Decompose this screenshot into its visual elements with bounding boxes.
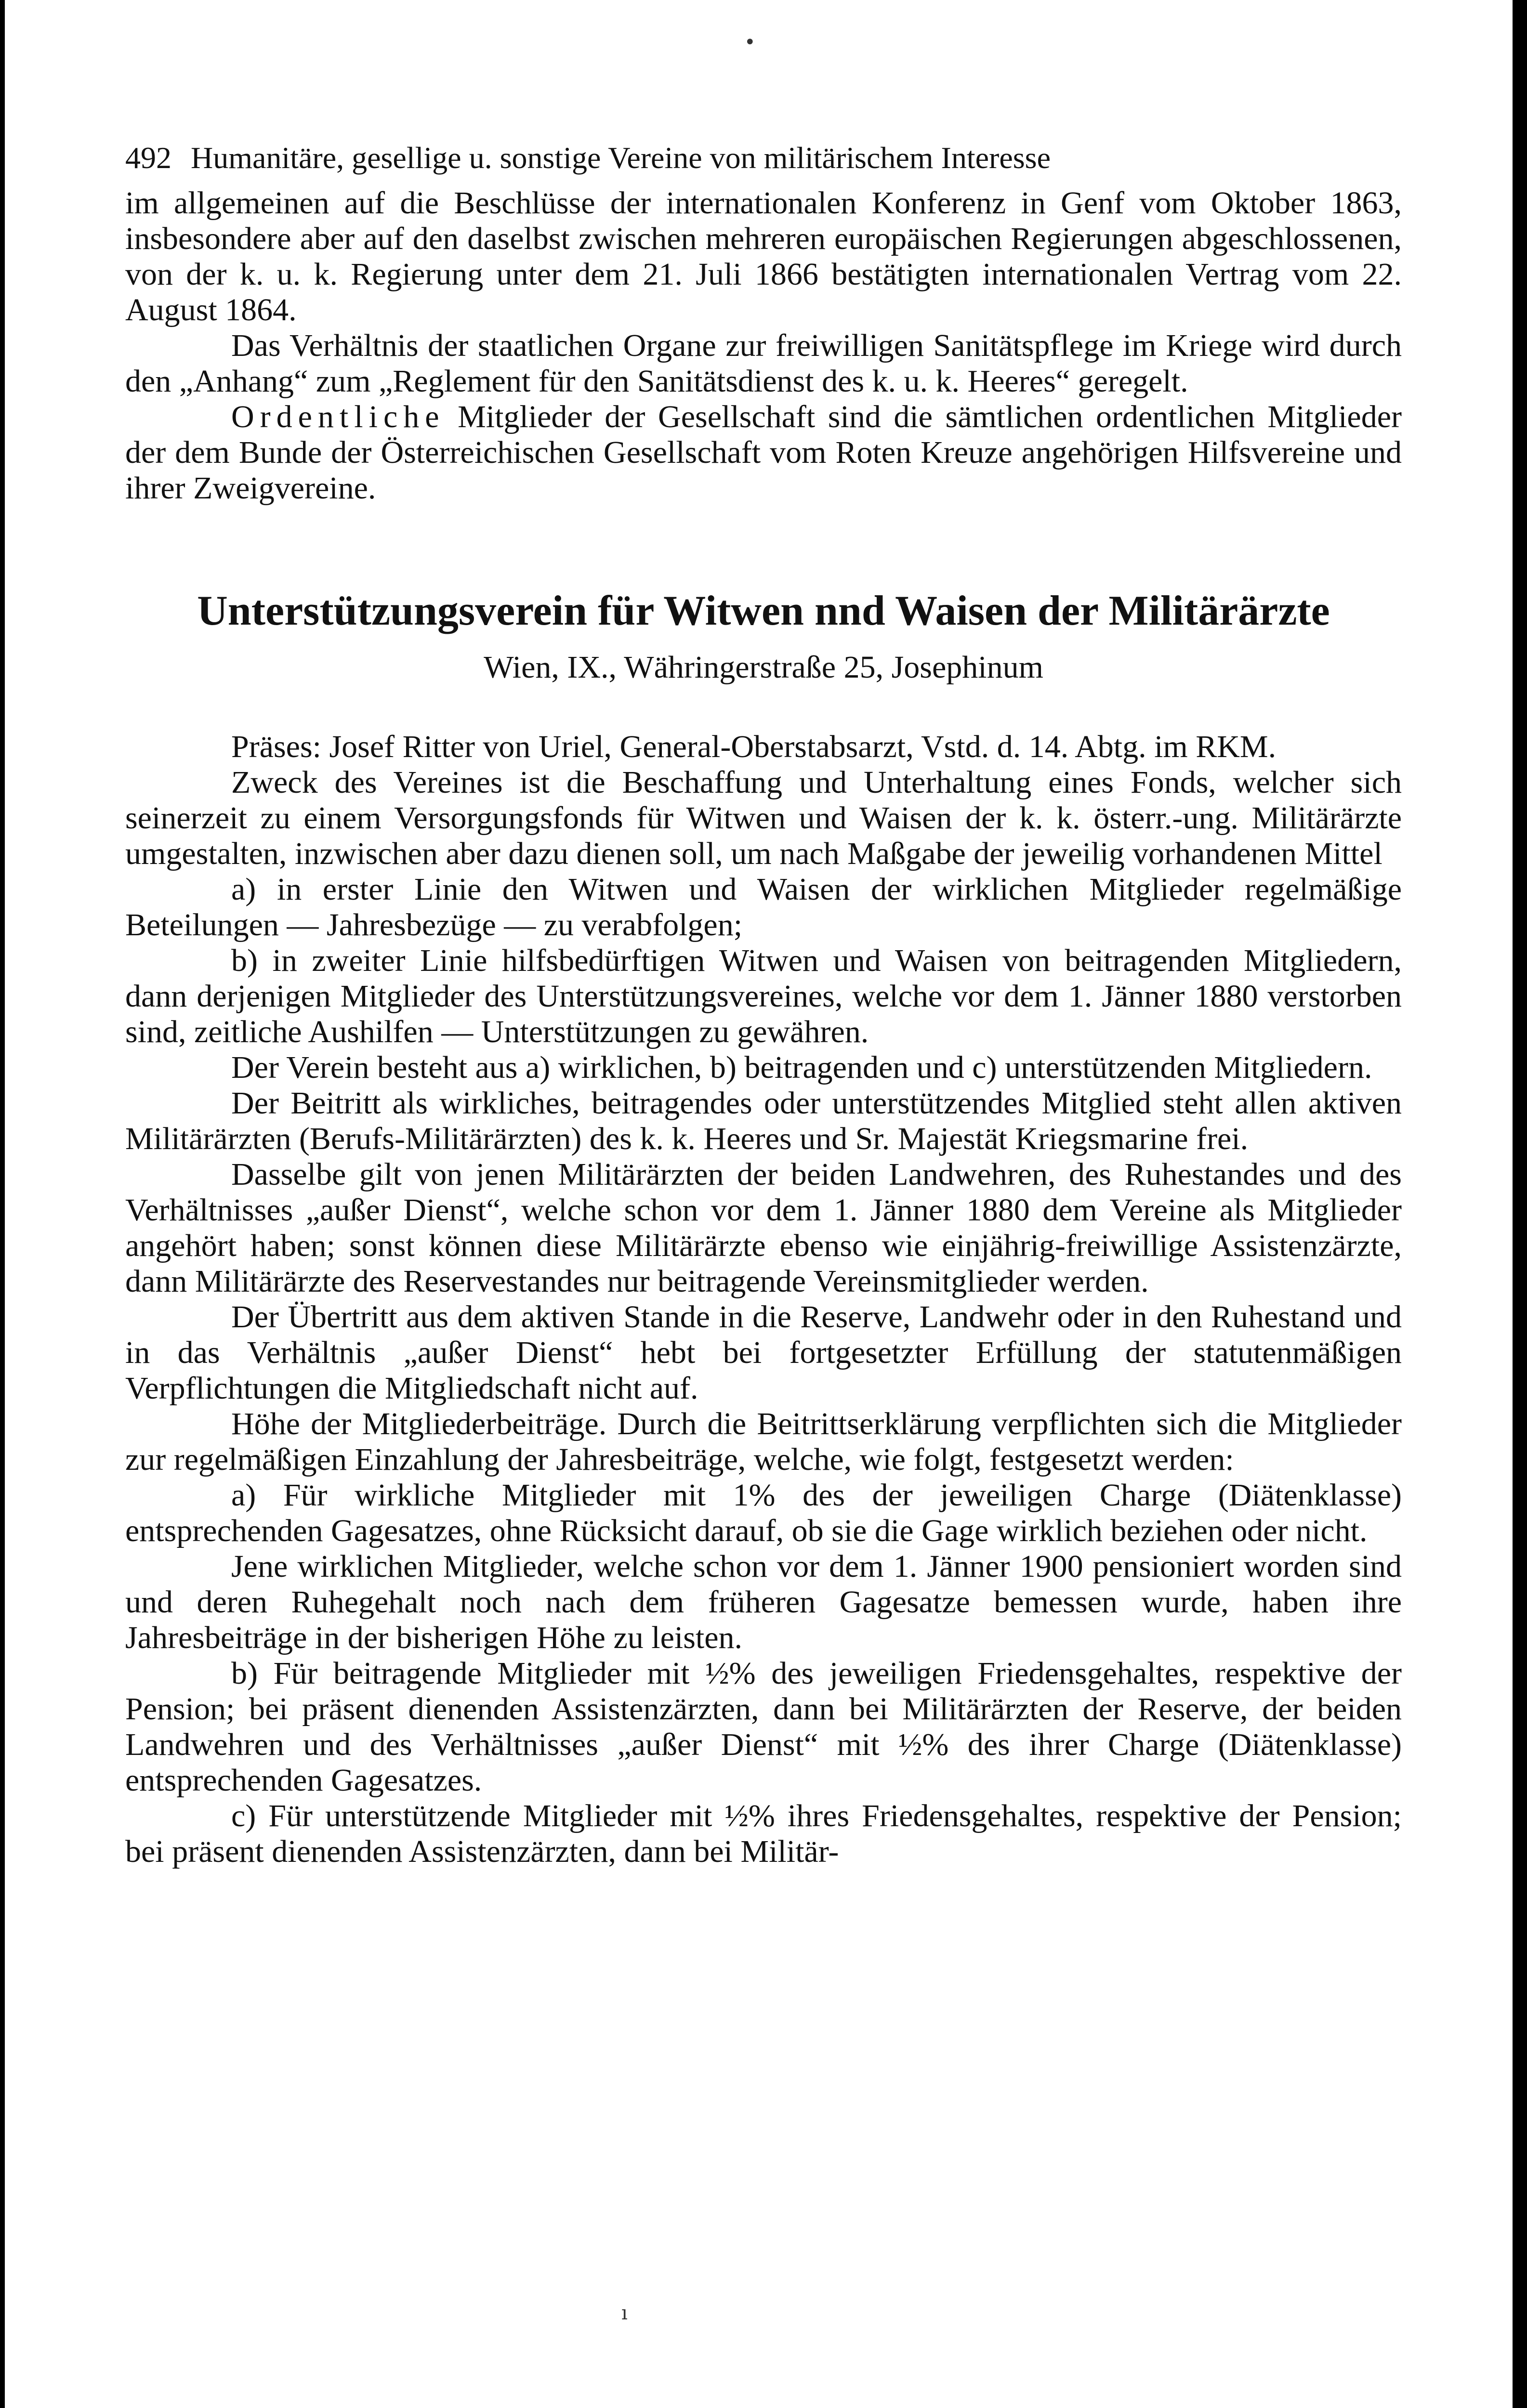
contributions-paragraph: Höhe der Mitgliederbeiträge. Durch die Beitrittserklärung verpflichten sich die Mitglieder zur regelmäßigen Einzahlung der Jahresbeiträge, welche, wie folgt, festgesetzt werden: (125, 1406, 1402, 1477)
intro-paragraph-3-text: Mitglieder der Gesellschaft sind die sämtlichen ordentlichen Mitglieder der dem Bunde der Österreichischen Gesellschaft vom Roten Kreuze angehörigen Hilfsvereine und ihrer Zweigvereine. (125, 399, 1402, 506)
contribution-item-a: a) Für wirkliche Mitglieder mit 1% des der jeweiligen Charge (Diätenklasse) entsprechenden Gagesatzes, ohne Rücksicht darauf, ob sie die Gage wirklich beziehen oder nicht. (125, 1477, 1402, 1548)
section-title: Unterstützungsverein für Witwen nnd Waisen der Militärärzte (197, 587, 1330, 634)
president-paragraph: Präses: Josef Ritter von Uriel, General-Oberstabsarzt, Vstd. d. 14. Abtg. im RKM. (231, 729, 1277, 764)
page-number: 492 (125, 141, 171, 175)
admission-paragraph: Der Beitritt als wirkliches, beitragendes oder unterstützendes Mitglied steht allen aktiven Militärärzten (Berufs-Militärärzten) des k. k. Heeres und Sr. Majestät Kriegsmarine frei. (125, 1085, 1402, 1156)
purpose-item-b: b) in zweiter Linie hilfsbedürftigen Witwen und Waisen von beitragenden Mitgliedern, dann derjenigen Mitglieder des Unterstützungsvereines, welche vor dem 1. Jänner 1880 verstorben sind, zeitliche Aushilfen — Unterstützungen zu gewähren. (125, 942, 1402, 1049)
pensioners-paragraph: Jene wirklichen Mitglieder, welche schon vor dem 1. Jänner 1900 pensioniert worden sind und deren Ruhegehalt noch nach dem früheren Gagesatze bemessen wurde, haben ihre Jahresbeiträge in der bisherigen Höhe zu leisten. (125, 1548, 1402, 1655)
intro-paragraph-1: im allgemeinen auf die Beschlüsse der internationalen Konferenz in Genf vom Oktober 1863, insbesondere aber auf den daselbst zwischen mehreren europäischen Regierungen abgeschlossenen, von der k. u. k. Regierung unter dem 21. Juli 1866 bestätigten internationalen Vertrag vom 22. August 1864. (125, 185, 1402, 327)
contribution-item-c: c) Für unterstützende Mitglieder mit ½% ihres Friedensgehaltes, respektive der Pension; bei präsent dienenden Assistenzärzten, dann bei Militär- (125, 1798, 1402, 1869)
landwehr-paragraph: Dasselbe gilt von jenen Militärärzten der beiden Landwehren, des Ruhestandes und des Verhältnisses „außer Dienst“, welche schon vor dem 1. Jänner 1880 dem Vereine als Mitglieder angehört haben; sonst können diese Militärärzte ebenso wie einjährig-freiwillige Assistenzärzte, dann Militärärzte des Reservestandes nur beitragende Vereinsmitglieder werden. (125, 1156, 1402, 1299)
scan-border-left (0, 0, 5, 2408)
running-header (125, 140, 1402, 177)
contribution-item-b: b) Für beitragende Mitglieder mit ½% des jeweiligen Friedensgehaltes, respektive der Pension; bei präsent dienenden Assistenzärzten, dann bei Militärärzten der Reserve, der beiden Landwehren und des Verhältnisses „außer Dienst“ mit ½% des ihrer Charge (Diätenklasse) entsprechenden Gagesatzes. (125, 1655, 1402, 1798)
intro-paragraph-2: Das Verhältnis der staatlichen Organe zur freiwilligen Sanitätspflege im Kriege wird durch den „Anhang“ zum „Reglement für den Sanitätsdienst des k. u. k. Heeres“ geregelt. (125, 327, 1402, 399)
document-page (125, 140, 1402, 2408)
ordentliche-emphasis: Ordentliche (231, 399, 445, 434)
intro-paragraph-3 (125, 399, 1402, 506)
membership-types-paragraph: Der Verein besteht aus a) wirklichen, b) beitragenden und c) unterstützenden Mitgliedern. (231, 1049, 1372, 1085)
section-address: Wien, IX., Währingerstraße 25, Josephinum (484, 649, 1043, 685)
purpose-paragraph: Zweck des Vereines ist die Beschaffung und Unterhaltung eines Fonds, welcher sich seinerzeit zu einem Versorgungsfonds für Witwen und Waisen der k. k. österr.-ung. Militärärzte umgestalten, inzwischen aber dazu dienen soll, um nach Maßgabe der jeweilig vorhandenen Mittel (125, 764, 1402, 871)
scan-speck: ı (621, 2302, 628, 2324)
scan-border-right (1513, 0, 1527, 2408)
transfer-paragraph: Der Übertritt aus dem aktiven Stande in die Reserve, Landwehr oder in den Ruhestand und in das Verhältnis „außer Dienst“ hebt bei fortgesetzter Erfüllung der statutenmäßigen Verpflichtungen die Mitgliedschaft nicht auf. (125, 1299, 1402, 1406)
scan-speck: • (744, 31, 756, 53)
purpose-item-a: a) in erster Linie den Witwen und Waisen der wirklichen Mitglieder regelmäßige Beteilungen — Jahresbezüge — zu verabfolgen; (125, 871, 1402, 942)
header-title: Humanitäre, gesellige u. sonstige Vereine von militärischem Interesse (191, 141, 1051, 175)
